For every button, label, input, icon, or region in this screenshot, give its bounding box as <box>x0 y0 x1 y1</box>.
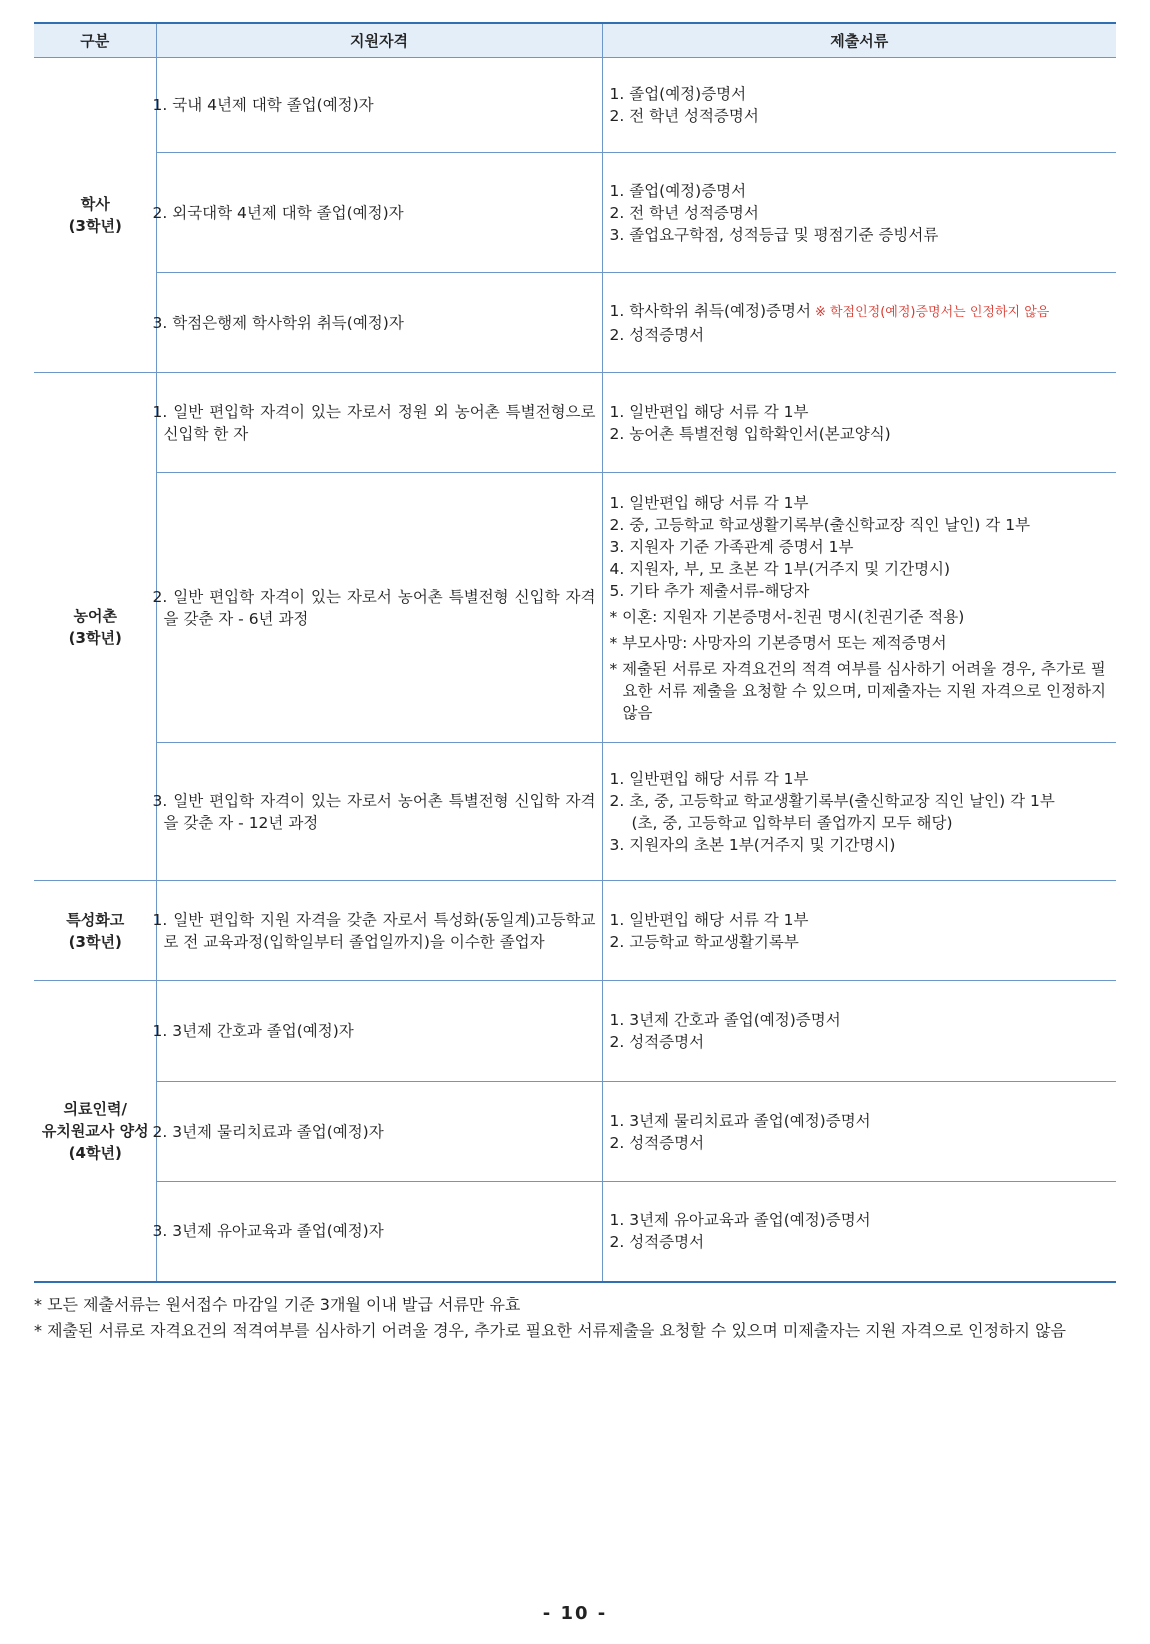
table-row <box>34 273 1116 373</box>
document-item <box>610 1031 1111 1053</box>
documents-cell <box>602 981 1116 1082</box>
document-text: 2. 농어촌 특별전형 입학확인서(본교양식) <box>609 424 891 443</box>
documents-cell <box>602 1082 1116 1182</box>
document-text: 2. 전 학년 성적증명서 <box>609 203 759 222</box>
table-row <box>34 743 1116 881</box>
document-item <box>610 790 1111 812</box>
qualification-cell: 1. 국내 4년제 대학 졸업(예정)자 <box>156 58 602 153</box>
header-documents: 제출서류 <box>602 23 1116 58</box>
documents-cell <box>602 273 1116 373</box>
document-text: 1. 일반편입 해당 서류 각 1부 <box>609 402 809 421</box>
document-item <box>610 558 1111 580</box>
document-item <box>610 658 1111 724</box>
qualification-cell: 1. 일반 편입학 자격이 있는 자로서 정원 외 농어촌 특별전형으로 신입학 한 자 <box>156 373 602 473</box>
document-text: 2. 중, 고등학교 학교생활기록부(출신학교장 직인 날인) 각 1부 <box>609 515 1031 534</box>
table-row <box>34 373 1116 473</box>
document-text: * 부모사망: 사망자의 기본증명서 또는 제적증명서 <box>609 633 947 652</box>
document-text: (초, 중, 고등학교 입학부터 졸업까지 모두 해당) <box>631 813 953 832</box>
table-body <box>34 58 1116 1282</box>
table-row <box>34 981 1116 1082</box>
qualification-cell: 3. 일반 편입학 자격이 있는 자로서 농어촌 특별전형 신입학 자격을 갖춘 자 - 12년 과정 <box>156 743 602 881</box>
document-text: 3. 지원자 기준 가족관계 증명서 1부 <box>609 537 854 556</box>
documents-cell <box>602 743 1116 881</box>
document-text: * 이혼: 지원자 기본증명서-친권 명시(친권기준 적용) <box>609 607 965 626</box>
document-text: 4. 지원자, 부, 모 초본 각 1부(거주지 및 기간명시) <box>609 559 951 578</box>
document-item <box>610 514 1111 536</box>
document-item <box>610 1132 1111 1154</box>
category-cell: 학사 (3학년) <box>34 58 156 373</box>
document-text: 2. 고등학교 학교생활기록부 <box>609 932 799 951</box>
page-number: - 10 - <box>542 1603 608 1624</box>
header-category: 구분 <box>34 23 156 58</box>
document-text: 2. 성적증명서 <box>609 1133 705 1152</box>
document-item <box>610 492 1111 514</box>
category-cell: 특성화고 (3학년) <box>34 881 156 981</box>
qualification-cell: 1. 일반 편입학 지원 자격을 갖춘 자로서 특성화(동일계)고등학교로 전 교육과정(입학일부터 졸업일까지)을 이수한 졸업자 <box>156 881 602 981</box>
document-text: 2. 성적증명서 <box>609 1033 705 1051</box>
document-text: 3. 졸업요구학점, 성적등급 및 평점기준 증빙서류 <box>609 225 939 244</box>
table-row <box>34 473 1116 743</box>
document-item <box>610 812 1111 834</box>
footnotes <box>34 1292 1116 1344</box>
document-text: 1. 3년제 물리치료과 졸업(예정)증명서 <box>609 1111 871 1130</box>
document-item <box>610 909 1111 931</box>
document-item <box>610 401 1111 423</box>
table-row <box>34 58 1116 153</box>
category-cell: 의료인력/ 유치원교사 양성 (4학년) <box>34 981 156 1282</box>
document-item <box>610 834 1111 856</box>
documents-cell <box>602 1182 1116 1282</box>
header-qualification: 지원자격 <box>156 23 602 58</box>
table-header-row <box>34 23 1116 58</box>
document-text: 1. 학사학위 취득(예정)증명서 <box>609 301 811 320</box>
document-item <box>610 180 1111 202</box>
table-row <box>34 1182 1116 1282</box>
category-cell: 농어촌 (3학년) <box>34 373 156 881</box>
document-item <box>610 1231 1111 1253</box>
footnote: * 제출된 서류로 자격요건의 적격여부를 심사하기 어려울 경우, 추가로 필요한 서류제출을 요청할 수 있으며 미제출자는 지원 자격으로 인정하지 않음 <box>34 1321 1066 1340</box>
documents-cell <box>602 153 1116 273</box>
document-item <box>610 580 1111 602</box>
document-text: 2. 성적증명서 <box>609 325 705 344</box>
qualification-cell: 3. 학점은행제 학사학위 취득(예정)자 <box>156 273 602 373</box>
table-row <box>34 881 1116 981</box>
document-text: 1. 졸업(예정)증명서 <box>609 85 747 103</box>
document-text: 3. 지원자의 초본 1부(거주지 및 기간명시) <box>609 835 896 854</box>
document-item <box>610 202 1111 224</box>
document-text: 1. 일반편입 해당 서류 각 1부 <box>609 769 809 788</box>
document-item <box>610 536 1111 558</box>
document-text: 1. 일반편입 해당 서류 각 1부 <box>609 910 809 929</box>
document-item <box>610 1009 1111 1031</box>
document-item <box>610 632 1111 654</box>
document-item <box>610 105 1111 127</box>
qualification-cell: 2. 외국대학 4년제 대학 졸업(예정)자 <box>156 153 602 273</box>
document-item <box>610 768 1111 790</box>
document-item <box>610 1110 1111 1132</box>
table-row <box>34 1082 1116 1182</box>
document-text: 1. 일반편입 해당 서류 각 1부 <box>609 493 809 512</box>
document-item <box>610 1209 1111 1231</box>
document-text: * 제출된 서류로 자격요건의 적격 여부를 심사하기 어려울 경우, 추가로 필요한 서류 제출을 요청할 수 있으며, 미제출자는 지원 자격으로 인정하지 않음 <box>609 659 1106 722</box>
footnote: * 모든 제출서류는 원서접수 마감일 기준 3개월 이내 발급 서류만 유효 <box>34 1295 521 1314</box>
document-text: 1. 3년제 유아교육과 졸업(예정)증명서 <box>609 1211 871 1230</box>
qualification-table <box>34 22 1116 1283</box>
document-item <box>610 423 1111 445</box>
document-text: 1. 졸업(예정)증명서 <box>609 181 747 200</box>
document-warning-note: ※ 학점인정(예정)증명서는 인정하지 않음 <box>814 304 1050 320</box>
document-text: 5. 기타 추가 제출서류-해당자 <box>609 581 810 600</box>
qualification-cell: 1. 3년제 간호과 졸업(예정)자 <box>156 981 602 1082</box>
qualification-cell: 2. 일반 편입학 자격이 있는 자로서 농어촌 특별전형 신입학 자격을 갖춘 자 - 6년 과정 <box>156 473 602 743</box>
documents-cell <box>602 473 1116 743</box>
documents-cell <box>602 881 1116 981</box>
qualification-cell: 3. 3년제 유아교육과 졸업(예정)자 <box>156 1182 602 1282</box>
documents-cell <box>602 58 1116 153</box>
document-text: 1. 3년제 간호과 졸업(예정)증명서 <box>609 1011 841 1029</box>
qualification-cell: 2. 3년제 물리치료과 졸업(예정)자 <box>156 1082 602 1182</box>
documents-cell <box>602 373 1116 473</box>
document-item <box>610 324 1111 346</box>
document-item <box>610 931 1111 953</box>
document-text: 2. 전 학년 성적증명서 <box>609 107 759 125</box>
document-item <box>610 224 1111 246</box>
document-item <box>610 606 1111 628</box>
document-text: 2. 초, 중, 고등학교 학교생활기록부(출신학교장 직인 날인) 각 1부 <box>609 791 1055 810</box>
table-row <box>34 153 1116 273</box>
document-item <box>610 83 1111 105</box>
document-text: 2. 성적증명서 <box>609 1233 705 1252</box>
document-item <box>610 300 1111 324</box>
